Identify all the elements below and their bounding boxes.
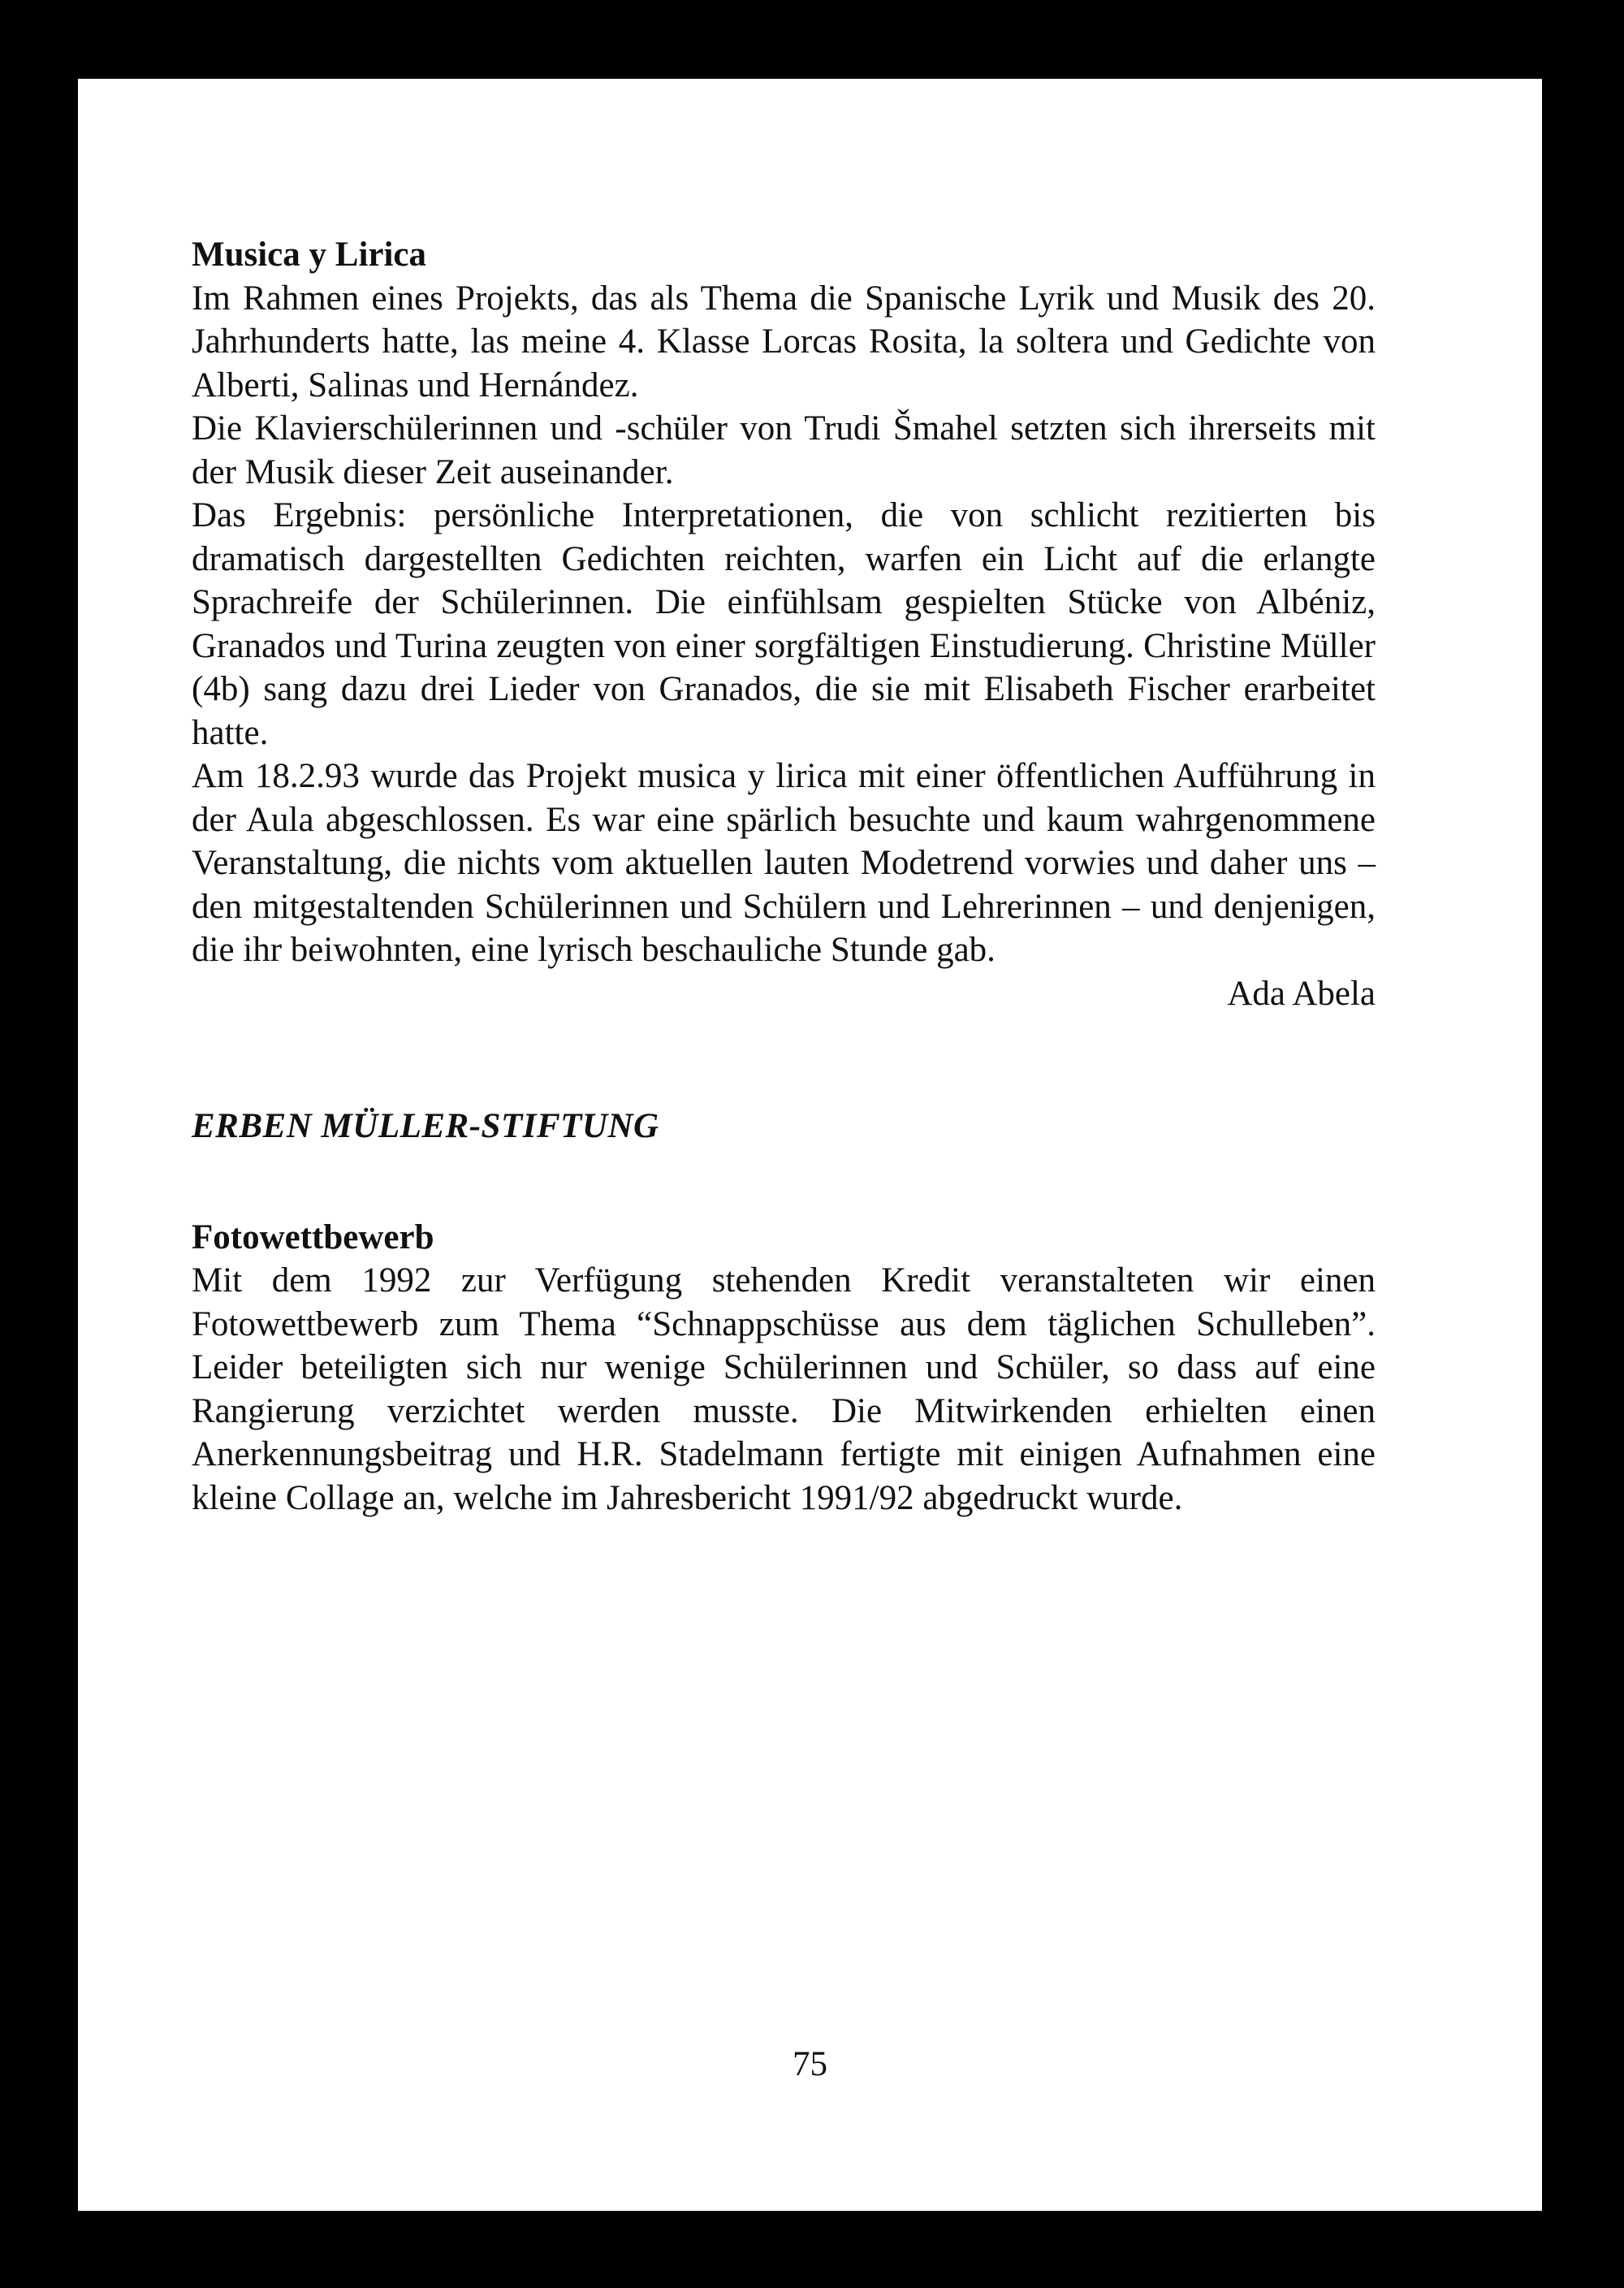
paragraph-piano-students: Die Klavierschülerinnen und -schüler von Trudi Šmahel setzten sich ihrerseits mit der Musik dieser Zeit auseinander.	[192, 409, 1376, 491]
paragraph-photo-contest: Mit dem 1992 zur Verfügung stehenden Kredit veranstalteten wir einen Fotowettbewerb zum Thema “Schnappschüsse aus dem täglichen Schulleben”. Leider beteiligten sich nur wenige Schülerinnen und Schüler, so dass auf eine Rangierung verzichtet werden musste. Die Mitwirkenden erhielten einen Anerkennungsbeitrag und H.R. Stadelmann fertigte mit einigen Aufnahmen eine kleine Collage an, welche im Jahresbericht 1991/92 abgedruckt wurde.	[192, 1261, 1376, 1517]
paragraph-project-intro: Im Rahmen eines Projekts, das als Thema die Spanische Lyrik und Musik des 20. Jahrhunderts hatte, las meine 4. Klasse Lorcas Rosita, la soltera und Gedichte von Alberti, Salinas und Hernández.	[192, 279, 1376, 404]
page-content	[192, 233, 1376, 1520]
author-signature: Ada Abela	[1227, 974, 1376, 1013]
paragraph-result: Das Ergebnis: persönliche Interpretationen, die von schlicht rezitierten bis dramatisch dargestellten Gedichten reichten, warfen ein Licht auf die erlangte Sprachreife der Schülerinnen. Die einfühlsam gespielten Stücke von Albéniz, Granados und Turina zeugten von einer sorgfältigen Einstudierung. Christine Müller (4b) sang dazu drei Lieder von Granados, die sie mit Elisabeth Fischer erarbeitet hatte.	[192, 496, 1376, 752]
section-heading-musica-y-lirica: Musica y Lirica	[192, 236, 427, 274]
document-page	[78, 79, 1542, 2211]
section-heading-fotowettbewerb: Fotowettbewerb	[192, 1218, 434, 1256]
section-title-erben-mueller-stiftung: ERBEN MÜLLER-STIFTUNG	[192, 1107, 659, 1145]
page-number: 75	[793, 2045, 827, 2083]
paragraph-performance: Am 18.2.93 wurde das Projekt musica y lirica mit einer öffentlichen Aufführung in der Aula abgeschlossen. Es war eine spärlich besuchte und kaum wahrgenommene Veranstaltung, die nichts vom aktuellen lauten Modetrend vorwies und daher uns – den mitgestaltenden Schülerinnen und Schülern und Lehrerinnen – und denjenigen, die ihr beiwohnten, eine lyrisch beschauliche Stunde gab.	[192, 757, 1376, 969]
